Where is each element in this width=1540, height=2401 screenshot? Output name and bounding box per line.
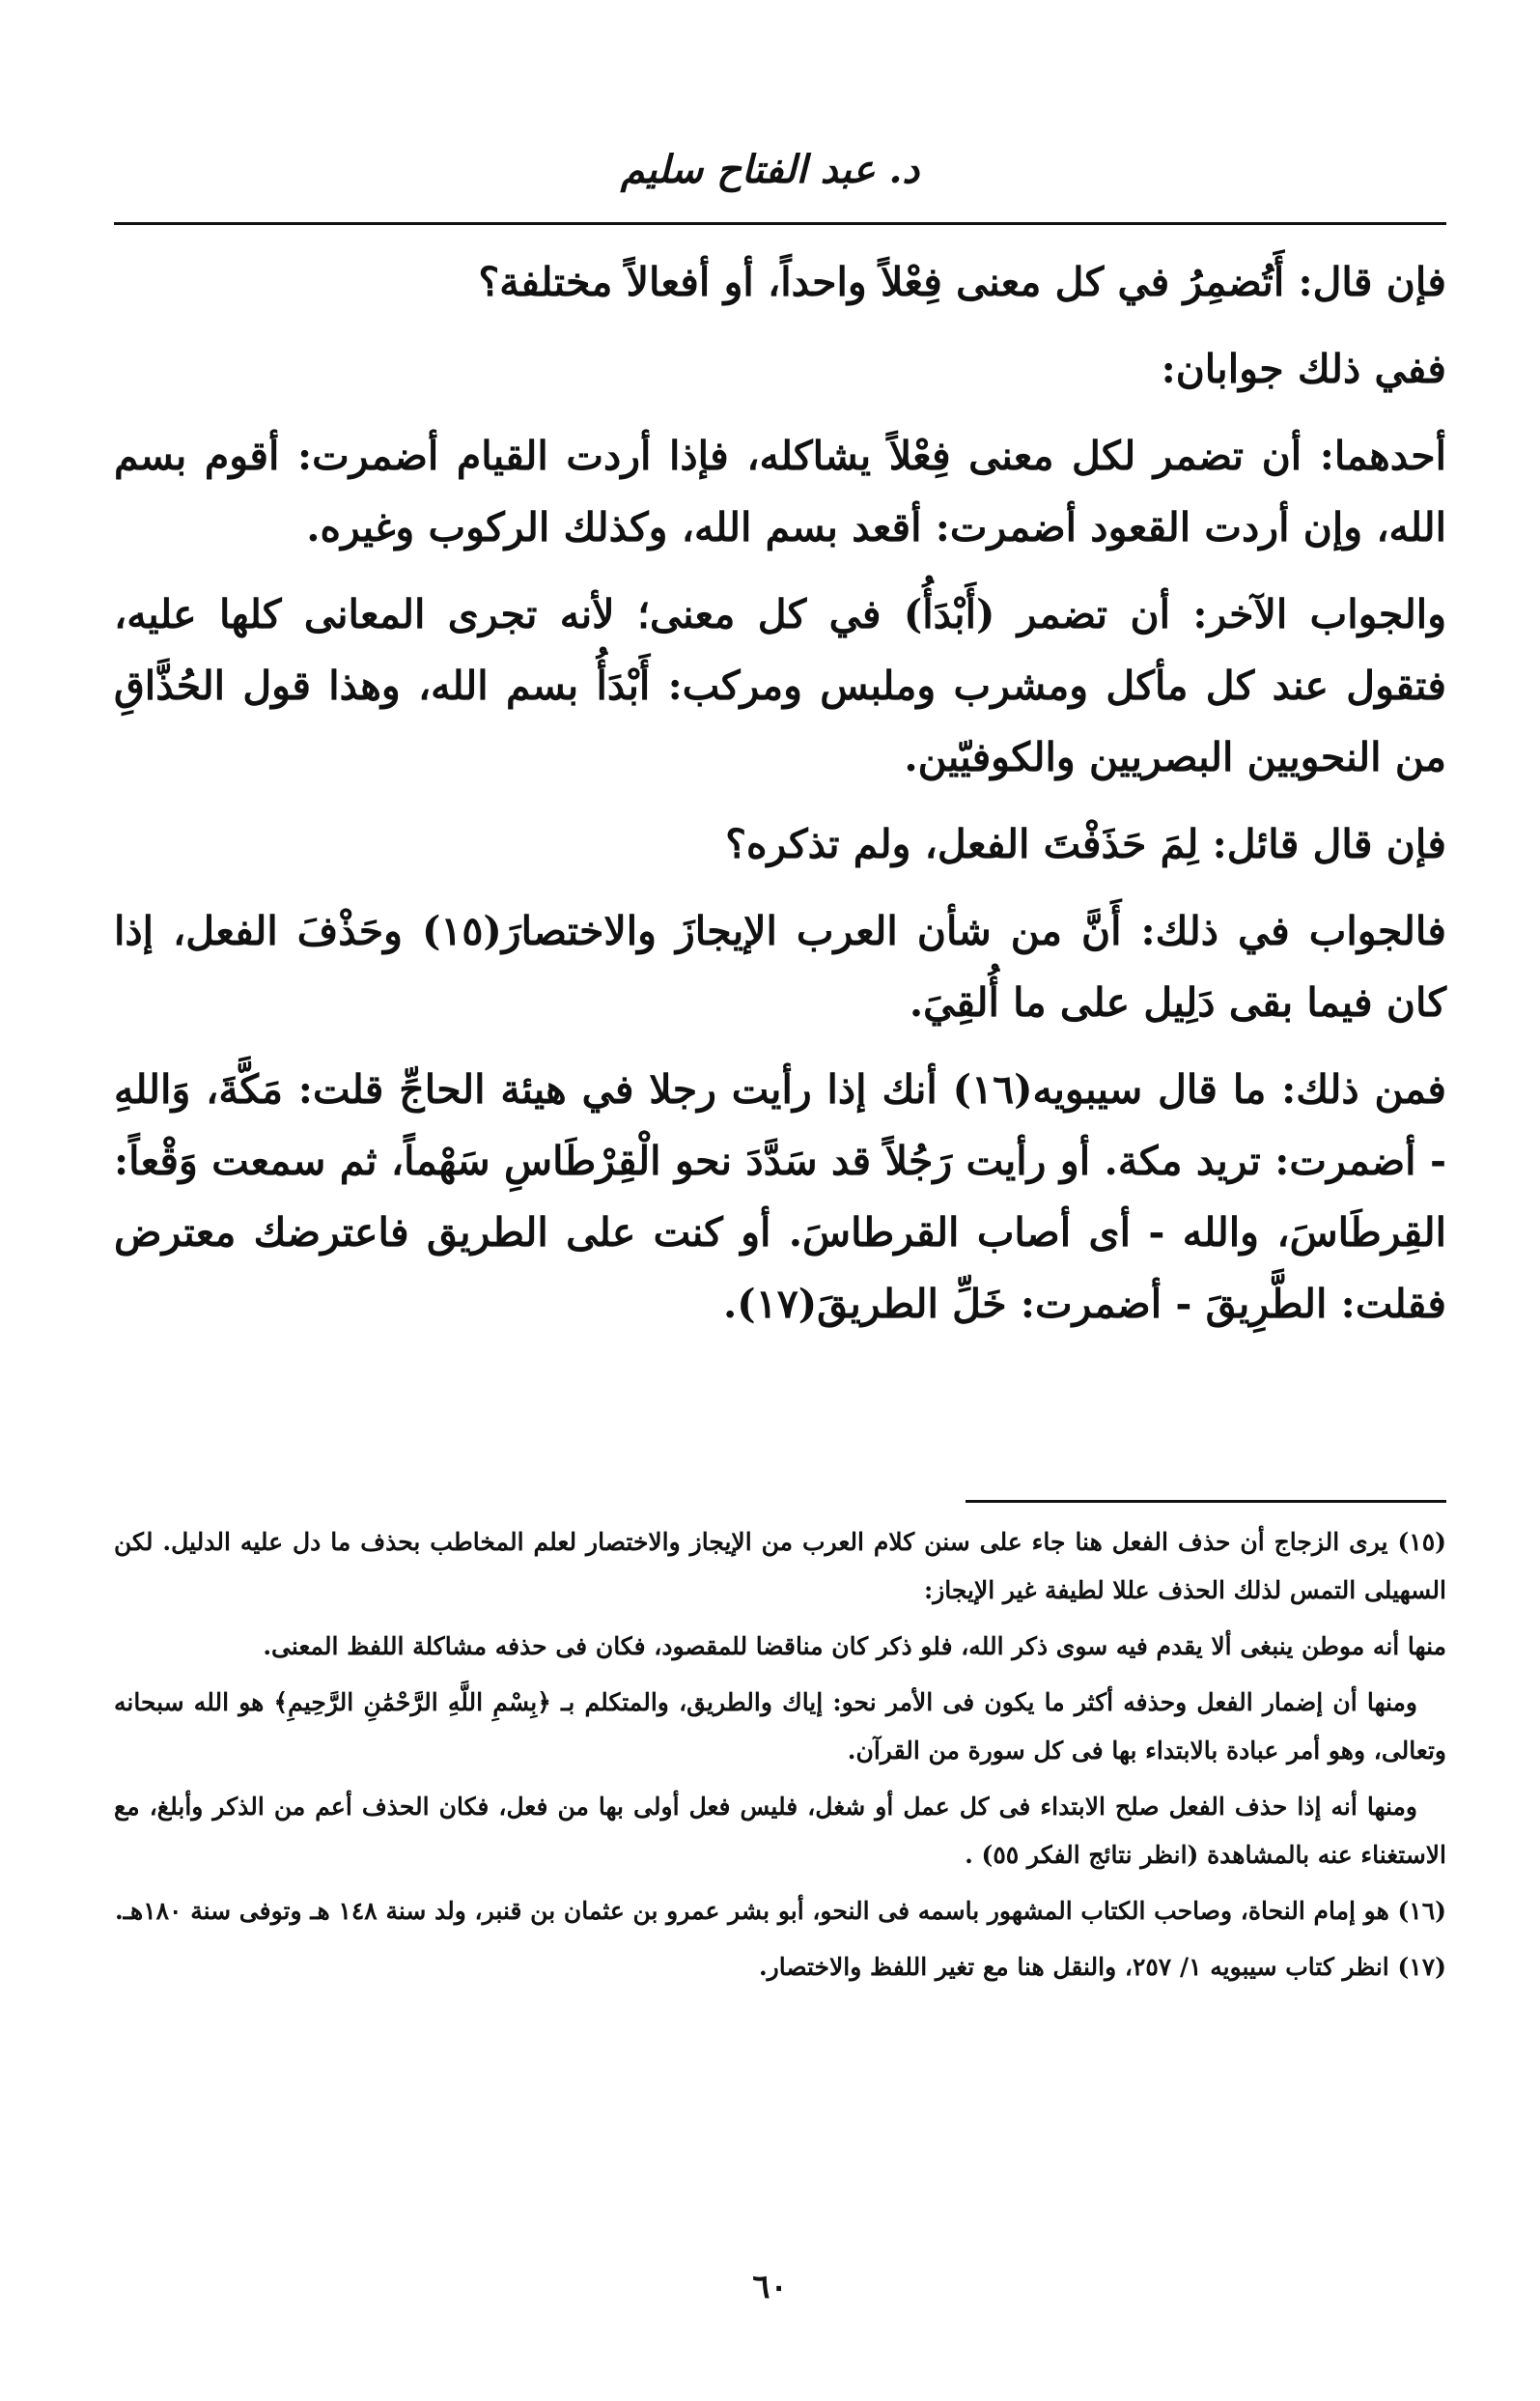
paragraph-question-1: فإن قال: أَتُضمِرُ في كل معنى فِعْلاً واحداً، أو أفعالاً مختلفة؟ (478, 259, 1446, 305)
footnote-15: (١٥) يرى الزجاج أن حذف الفعل هنا جاء على سنن كلام العرب من الإيجاز والاختصار لعلم المخاطب بحذف ما دل عليه الدليل. لكن السهيلى التمس لذلك الحذف عللا لطيفة غير الإيجاز: (114, 1528, 1446, 1604)
header-rule (114, 222, 1446, 225)
running-head-author: د. عبد الفتاح سليم (620, 147, 920, 192)
paragraph-sibawayh-examples: فمن ذلك: ما قال سيبويه(١٦) أنك إذا رأيت رجلا في هيئة الحاجِّ قلت: مَكَّةَ، وَاللهِ - أضمرت: تريد مكة. أو رأيت رَجُلاً قد سَدَّدَ نحو الْقِرْطَاسِ سَهْماً، ثم سمعت وَقْعاً: القِرطَاسَ، والله - أى أصاب القرطاسَ. أو كنت على الطريق فاعترضك معترض فقلت: الطَّرِيقَ - أضمرت: خَلِّ الطريقَ(١٧). (114, 1066, 1446, 1327)
paragraph-first-answer: أحدهما: أن تضمر لكل معنى فِعْلاً يشاكله، فإذا أردت القيام أضمرت: أقوم بسم الله، وإن أردت القعود أضمرت: أقعد بسم الله، وكذلك الركوب وغيره. (114, 433, 1446, 551)
footnote-15-reason-2: ومنها أن إضمار الفعل وحذفه أكثر ما يكون فى الأمر نحو: إياك والطريق، والمتكلم بـ ﴿بِسْمِ اللَّهِ الرَّحْمَٰنِ الرَّحِيمِ﴾ هو الله سبحانه وتعالى، وهو أمر عبادة بالابتداء بها فى كل سورة من القرآن. (114, 1688, 1446, 1765)
paragraph-answer-ellipsis: فالجواب في ذلك: أَنَّ من شأن العرب الإيجازَ والاختصارَ(١٥) وحَذْفَ الفعل، إذا كان فيما بقى دَلِيل على ما أُلقِيَ. (114, 908, 1446, 1026)
footnote-rule (966, 1500, 1446, 1503)
footnote-17: (١٧) انظر كتاب سيبويه ١/ ٢٥٧، والنقل هنا مع تغير اللفظ والاختصار. (758, 1953, 1446, 1981)
footnote-15-reason-3: ومنها أنه إذا حذف الفعل صلح الابتداء فى كل عمل أو شغل، فليس فعل أولى بها من فعل، فكان الحذف أعم من الذكر وأبلغ، مع الاستغناء عنه بالمشاهدة (انظر نتائج الفكر ٥٥) . (114, 1793, 1446, 1869)
footnote-16: (١٦) هو إمام النحاة، وصاحب الكتاب المشهور باسمه فى النحو، أبو بشر عمرو بن عثمان بن قنبر، ولد سنة ١٤٨ هـ وتوفى سنة ١٨٠هـ. (114, 1897, 1446, 1925)
footnotes (114, 1518, 1446, 1999)
page-number: ٦٠ (752, 2268, 788, 2306)
footnote-15-reason-1: منها أنه موطن ينبغى ألا يقدم فيه سوى ذكر الله، فلو ذكر كان مناقضا للمقصود، فكان فى حذفه مشاكلة اللفظ المعنى. (263, 1632, 1446, 1660)
paragraph-second-answer: والجواب الآخر: أن تضمر (أَبْدَأُ) في كل معنى؛ لأنه تجرى المعانى كلها عليه، فتقول عند كل مأكل ومشرب وملبس ومركب: أَبْدَأُ بسم الله، وهذا قول الحُذَّاقِ من النحويين البصريين والكوفيّين. (114, 591, 1446, 780)
main-text (114, 246, 1446, 1355)
paragraph-question-2: فإن قال قائل: لِمَ حَذَفْتَ الفعل، ولم تذكره؟ (725, 821, 1446, 867)
paragraph-two-answers: ففي ذلك جوابان: (1161, 346, 1446, 392)
